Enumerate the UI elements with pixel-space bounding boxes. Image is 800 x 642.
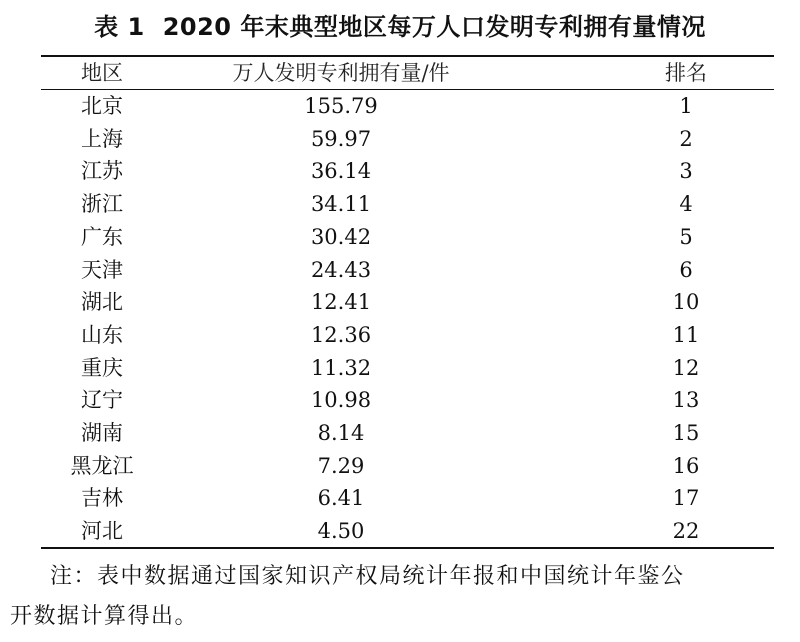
cell-region: 湖北 (81, 290, 123, 315)
table-row (41, 384, 774, 416)
cell-rank: 12 (672, 355, 700, 380)
cell-rank: 17 (672, 486, 700, 511)
cell-patent-count: 4.50 (317, 519, 365, 544)
table-row (41, 417, 774, 449)
table-row (41, 319, 774, 351)
cell-patent-count: 7.29 (317, 453, 365, 478)
table-bottom-rule (41, 547, 774, 549)
cell-patent-count: 11.32 (310, 355, 372, 380)
cell-patent-count: 8.14 (317, 421, 365, 445)
header-patent-count: 万人发明专利拥有量/件 (232, 61, 450, 85)
cell-patent-count: 36.14 (310, 159, 372, 184)
cell-region: 吉林 (81, 486, 123, 511)
cell-region: 浙江 (81, 192, 123, 217)
cell-region: 北京 (81, 94, 123, 118)
cell-region: 河北 (81, 519, 123, 544)
cell-region: 辽宁 (81, 388, 123, 413)
header-rank: 排名 (665, 61, 707, 85)
table-row (41, 352, 774, 384)
cell-rank: 2 (679, 126, 693, 151)
cell-region: 山东 (81, 322, 123, 347)
table-row (41, 450, 774, 482)
cell-patent-count: 6.41 (317, 486, 365, 511)
cell-patent-count: 30.42 (310, 224, 372, 249)
cell-rank: 4 (679, 192, 693, 217)
cell-patent-count: 12.36 (310, 322, 372, 347)
cell-patent-count: 24.43 (310, 257, 372, 282)
table-row (41, 254, 774, 286)
table-header-row (41, 57, 774, 89)
cell-region: 广东 (81, 224, 123, 249)
cell-patent-count: 12.41 (310, 290, 372, 315)
table-number: 表 1 (94, 13, 145, 41)
cell-patent-count: 34.11 (310, 192, 372, 217)
cell-region: 江苏 (81, 159, 123, 184)
cell-rank: 1 (679, 94, 693, 118)
table-title (0, 10, 800, 44)
table-row (41, 482, 774, 514)
table-row (41, 188, 774, 220)
cell-rank: 16 (672, 453, 700, 478)
table-row (41, 286, 774, 318)
cell-region: 天津 (81, 257, 123, 282)
cell-rank: 10 (672, 290, 700, 315)
cell-patent-count: 155.79 (304, 94, 378, 118)
table-note-line-2: 开数据计算得出。 (10, 604, 199, 629)
cell-region: 重庆 (81, 355, 123, 380)
table-note-line-1: 注：表中数据通过国家知识产权局统计年报和中国统计年鉴公 (50, 564, 685, 589)
cell-region: 黑龙江 (70, 453, 134, 478)
table-row (41, 221, 774, 253)
cell-rank: 11 (672, 322, 700, 347)
cell-rank: 13 (672, 388, 700, 413)
table-row (41, 515, 774, 547)
cell-rank: 3 (679, 159, 693, 184)
table-row (41, 123, 774, 155)
cell-patent-count: 59.97 (310, 126, 372, 151)
cell-rank: 5 (679, 224, 693, 249)
cell-region: 上海 (81, 126, 123, 151)
cell-rank: 22 (672, 519, 700, 544)
cell-rank: 6 (679, 257, 693, 282)
table-row (41, 90, 774, 122)
cell-region: 湖南 (81, 421, 123, 445)
cell-patent-count: 10.98 (310, 388, 372, 413)
table-caption: 2020 年末典型地区每万人口发明专利拥有量情况 (162, 13, 706, 41)
cell-rank: 15 (672, 421, 700, 445)
table-row (41, 155, 774, 187)
header-region: 地区 (81, 61, 123, 85)
